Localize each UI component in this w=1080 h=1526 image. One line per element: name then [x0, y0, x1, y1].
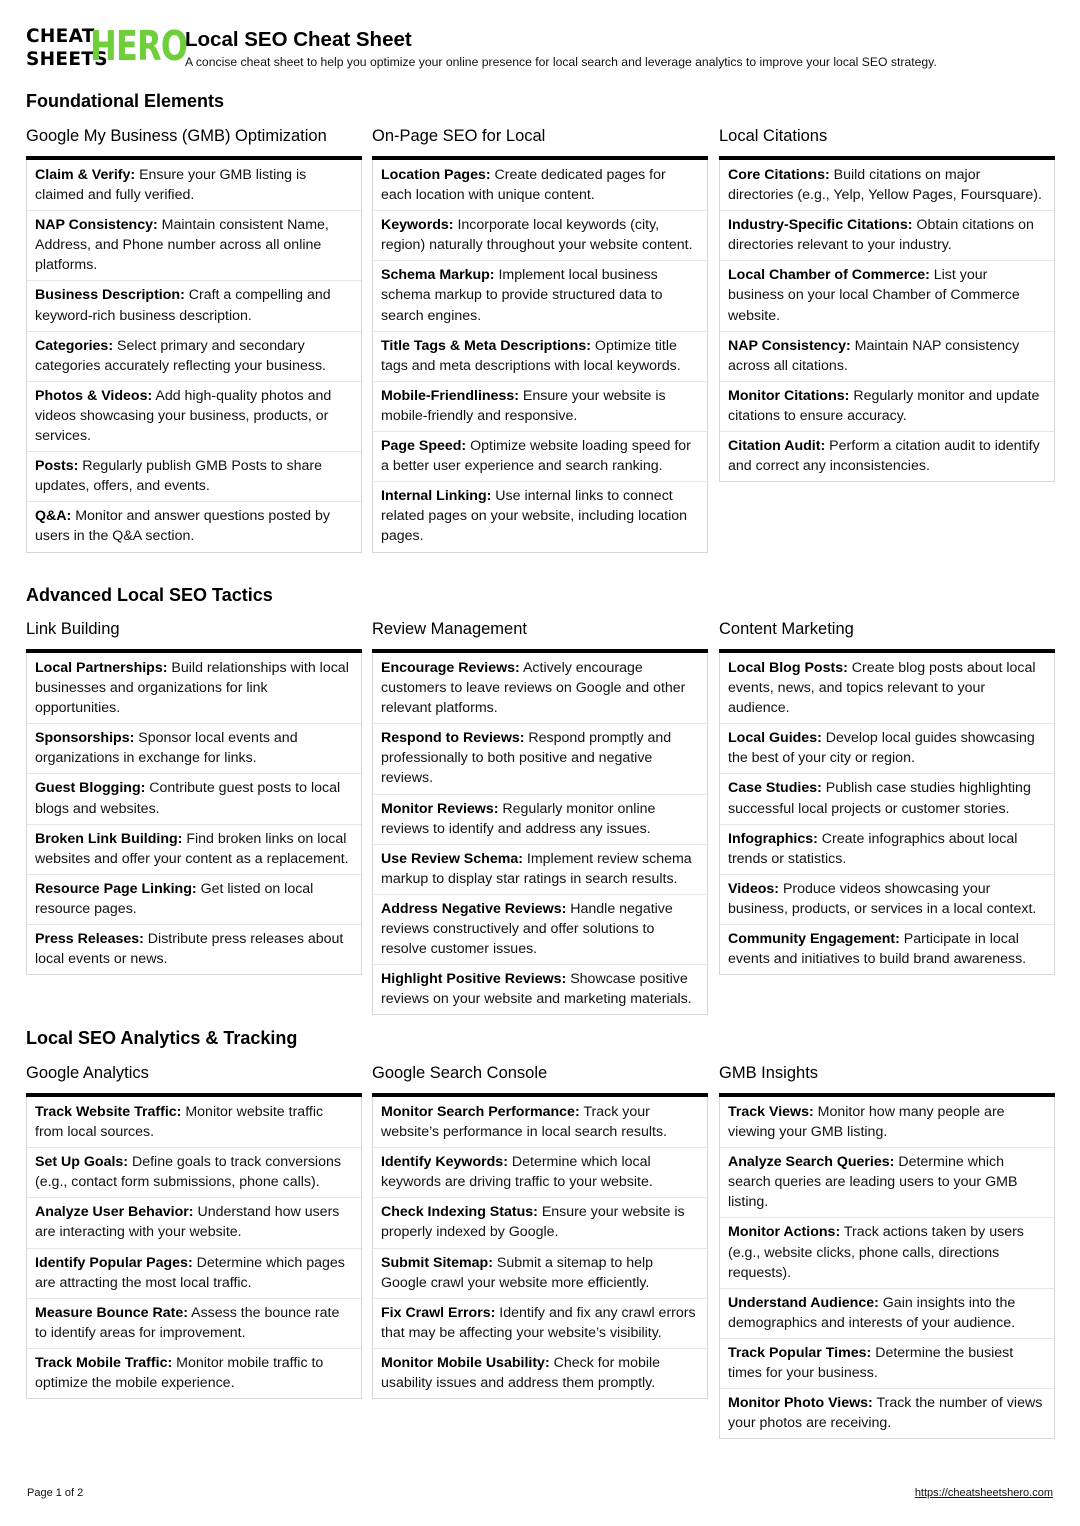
- column-title: Content Marketing: [719, 620, 854, 638]
- list-item: [720, 1097, 1054, 1147]
- item-term: Business Description:: [35, 287, 185, 304]
- item-term: Community Engagement:: [728, 931, 900, 948]
- list-item: [720, 653, 1054, 723]
- list-item: [373, 481, 707, 551]
- item-description: Regularly publish GMB Posts to share updates, offers, and events.: [35, 458, 323, 495]
- item-list: [719, 160, 1055, 482]
- item-term: Measure Bounce Rate:: [35, 1304, 188, 1321]
- list-item: [373, 653, 707, 723]
- logo-text-sheets: SHEETS: [26, 49, 108, 70]
- list-item: [27, 1348, 361, 1398]
- list-item: [720, 1338, 1054, 1388]
- item-description: List your business on your local Chamber of Commerce website.: [728, 267, 1020, 324]
- column-link-building: [26, 619, 362, 975]
- list-item: [720, 160, 1054, 210]
- item-term: Submit Sitemap:: [381, 1254, 493, 1271]
- item-description: Create blog posts about local events, news, and topics relevant to your audience.: [728, 660, 1036, 717]
- item-term: Monitor Search Performance:: [381, 1104, 580, 1120]
- item-description: Regularly monitor and update citations to ensure accuracy.: [728, 387, 1040, 424]
- item-description: Get listed on local resource pages.: [35, 880, 314, 917]
- item-description: Assess the bounce rate to identify areas for improvement.: [35, 1304, 340, 1341]
- item-term: Location Pages:: [381, 167, 491, 183]
- list-item: [27, 773, 361, 823]
- list-item: [27, 924, 361, 974]
- item-term: Posts:: [35, 458, 79, 475]
- item-description: Craft a compelling and keyword-rich business description.: [35, 287, 331, 324]
- column-local-citations: [719, 126, 1055, 482]
- item-term: Analyze User Behavior:: [35, 1204, 194, 1221]
- item-list: [719, 653, 1055, 975]
- column-title: Google Analytics: [26, 1064, 149, 1082]
- list-item: [373, 381, 707, 431]
- item-description: Maintain consistent Name, Address, and Phone number across all online platforms.: [35, 217, 329, 274]
- item-description: Ensure your GMB listing is claimed and fully verified.: [35, 167, 307, 204]
- item-term: Local Chamber of Commerce:: [728, 267, 930, 284]
- item-description: Maintain NAP consistency across all citations.: [728, 337, 1020, 374]
- list-item: [27, 160, 361, 210]
- page-number: Page 1 of 2: [27, 1487, 84, 1499]
- item-description: Monitor mobile traffic to optimize the mobile experience.: [35, 1354, 324, 1392]
- list-item: [720, 773, 1054, 823]
- page-header: [26, 22, 1056, 72]
- list-item: [373, 1097, 707, 1147]
- list-item: [720, 1288, 1054, 1338]
- item-description: Check for mobile usability issues and address them promptly.: [381, 1354, 661, 1392]
- item-term: NAP Consistency:: [35, 217, 158, 234]
- item-term: Sponsorships:: [35, 730, 135, 747]
- logo-text-hero: HERO: [90, 22, 188, 70]
- list-item: [720, 260, 1054, 330]
- column-content-marketing: [719, 619, 1055, 975]
- item-term: Guest Blogging:: [35, 780, 146, 797]
- list-item: [27, 1298, 361, 1348]
- item-term: Keywords:: [381, 217, 454, 234]
- item-term: Local Partnerships:: [35, 660, 168, 676]
- column-google-analytics: [26, 1063, 362, 1399]
- item-term: Encourage Reviews:: [381, 660, 520, 676]
- item-term: Case Studies:: [728, 780, 822, 797]
- list-item: [720, 874, 1054, 924]
- item-description: Determine which local keywords are driving traffic to your website.: [381, 1154, 653, 1191]
- page-subtitle: A concise cheat sheet to help you optimize your online presence for local search and leverage analytics to improve your local SEO strategy.: [185, 55, 937, 69]
- item-description: Determine which pages are attracting the most local traffic.: [35, 1254, 345, 1291]
- list-item: [373, 964, 707, 1014]
- list-item: [720, 723, 1054, 773]
- column-title: Review Management: [372, 620, 527, 638]
- item-list: [26, 653, 362, 975]
- list-item: [27, 1197, 361, 1247]
- item-description: Participate in local events and initiatives to build brand awareness.: [728, 931, 1027, 968]
- item-term: Monitor Photo Views:: [728, 1395, 873, 1412]
- item-description: Distribute press releases about local events or news.: [35, 931, 344, 968]
- list-item: [720, 331, 1054, 381]
- item-term: Analyze Search Queries:: [728, 1154, 895, 1171]
- item-term: Address Negative Reviews:: [381, 900, 567, 917]
- list-item: [27, 723, 361, 773]
- section-heading: Foundational Elements: [26, 91, 225, 111]
- item-term: Industry-Specific Citations:: [728, 217, 913, 234]
- list-item: [720, 431, 1054, 481]
- item-description: Publish case studies highlighting successful local projects or customer stories.: [728, 780, 1031, 817]
- item-description: Sponsor local events and organizations in exchange for links.: [35, 730, 298, 767]
- column-title: On-Page SEO for Local: [372, 127, 546, 145]
- item-term: Photos & Videos:: [35, 387, 153, 404]
- column-title: GMB Insights: [719, 1064, 819, 1082]
- column-title: Google My Business (GMB) Optimization: [26, 127, 327, 145]
- item-list: [26, 160, 362, 553]
- list-item: [27, 1147, 361, 1197]
- item-list: [719, 1097, 1055, 1439]
- item-term: Broken Link Building:: [35, 830, 183, 847]
- item-term: NAP Consistency:: [728, 337, 851, 354]
- item-term: Check Indexing Status:: [381, 1204, 538, 1221]
- item-term: Press Releases:: [35, 931, 144, 948]
- site-link[interactable]: https://cheatsheetshero.com: [914, 1487, 1053, 1499]
- item-description: Ensure your website is mobile-friendly and responsive.: [381, 387, 666, 424]
- item-term: Page Speed:: [381, 438, 467, 455]
- item-term: Core Citations:: [728, 167, 830, 183]
- item-term: Title Tags & Meta Descriptions:: [381, 337, 591, 354]
- item-term: Citation Audit:: [728, 438, 826, 455]
- list-item: [373, 894, 707, 964]
- item-term: Local Guides:: [728, 730, 822, 747]
- item-description: Handle negative reviews constructively and offer solutions to resolve customer issues.: [381, 900, 673, 958]
- column-title: Link Building: [26, 620, 120, 638]
- item-description: Build relationships with local businesses and organizations for link opportunities.: [35, 660, 349, 717]
- item-description: Understand how users are interacting with your website.: [35, 1204, 340, 1241]
- item-term: Respond to Reviews:: [381, 730, 525, 747]
- item-term: Set Up Goals:: [35, 1154, 129, 1171]
- item-description: Implement review schema markup to display star ratings in search results.: [381, 850, 692, 887]
- item-term: Internal Linking:: [381, 488, 492, 505]
- item-term: Monitor Citations:: [728, 387, 850, 404]
- list-item: [720, 381, 1054, 431]
- item-term: Infographics:: [728, 830, 818, 847]
- item-term: Identify Keywords:: [381, 1154, 508, 1171]
- item-description: Incorporate local keywords (city, region) naturally throughout your website content.: [381, 217, 693, 254]
- cheatsheetshero-logo[interactable]: [26, 22, 188, 72]
- item-term: Track Popular Times:: [728, 1344, 872, 1361]
- item-description: Determine the busiest times for your business.: [728, 1344, 1014, 1382]
- list-item: [27, 653, 361, 723]
- item-description: Respond promptly and professionally to both positive and negative reviews.: [381, 730, 672, 787]
- list-item: [27, 1097, 361, 1147]
- list-item: [27, 280, 361, 330]
- item-list: [372, 653, 708, 1015]
- list-item: [373, 1248, 707, 1298]
- item-description: Select primary and secondary categories accurately reflecting your business.: [35, 337, 326, 374]
- item-description: Obtain citations on directories relevant to your industry.: [728, 217, 1034, 254]
- list-item: [27, 451, 361, 501]
- list-item: [373, 260, 707, 330]
- list-item: [27, 381, 361, 451]
- item-description: Regularly monitor online reviews to identify and address any issues.: [381, 800, 656, 837]
- list-item: [27, 210, 361, 280]
- column-title: Google Search Console: [372, 1064, 548, 1082]
- item-description: Track actions taken by users (e.g., website clicks, phone calls, directions requests).: [728, 1224, 1024, 1281]
- list-item: [27, 1248, 361, 1298]
- item-description: Build citations on major directories (e.g., Yelp, Yellow Pages, Foursquare).: [728, 167, 1042, 204]
- item-term: Fix Crawl Errors:: [381, 1304, 496, 1321]
- item-description: Contribute guest posts to local blogs and websites.: [35, 780, 341, 817]
- item-term: Schema Markup:: [381, 267, 495, 284]
- list-item: [373, 794, 707, 844]
- page-title: Local SEO Cheat Sheet: [185, 28, 412, 51]
- column-google-search-console: [372, 1063, 708, 1399]
- list-item: [27, 331, 361, 381]
- item-description: Perform a citation audit to identify and correct any inconsistencies.: [728, 438, 1040, 475]
- item-term: Mobile-Friendliness:: [381, 387, 519, 404]
- list-item: [720, 1388, 1054, 1438]
- item-term: Track Website Traffic:: [35, 1104, 182, 1120]
- item-description: Actively encourage customers to leave reviews on Google and other relevant platforms.: [381, 660, 686, 717]
- item-description: Track your website’s performance in local search results.: [381, 1104, 667, 1141]
- list-item: [373, 160, 707, 210]
- item-term: Use Review Schema:: [381, 850, 523, 867]
- item-description: Optimize website loading speed for a better user experience and search ranking.: [381, 438, 691, 475]
- item-description: Track the number of views your photos are receiving.: [728, 1395, 1043, 1432]
- section-heading: Advanced Local SEO Tactics: [26, 585, 273, 605]
- item-description: Determine which search queries are leading users to your GMB listing.: [728, 1154, 1018, 1211]
- column-gmb-optimization: [26, 126, 362, 553]
- item-term: Understand Audience:: [728, 1294, 879, 1311]
- item-description: Implement local business schema markup to provide structured data to search engines.: [381, 267, 663, 324]
- list-item: [373, 1348, 707, 1398]
- list-item: [720, 210, 1054, 260]
- item-description: Gain insights into the demographics and interests of your audience.: [728, 1294, 1016, 1331]
- item-description: Develop local guides showcasing the best of your city or region.: [728, 730, 1035, 767]
- item-description: Monitor how many people are viewing your GMB listing.: [728, 1104, 1005, 1141]
- item-description: Find broken links on local websites and offer your content as a replacement.: [35, 830, 349, 867]
- section-heading: Local SEO Analytics & Tracking: [26, 1028, 298, 1048]
- item-description: Define goals to track conversions (e.g., contact form submissions, phone calls).: [35, 1154, 341, 1191]
- item-term: Local Blog Posts:: [728, 660, 848, 676]
- item-term: Monitor Reviews:: [381, 800, 499, 817]
- item-description: Ensure your website is properly indexed by Google.: [381, 1204, 685, 1241]
- list-item: [373, 431, 707, 481]
- list-item: [27, 824, 361, 874]
- item-term: Categories:: [35, 337, 114, 354]
- item-term: Track Mobile Traffic:: [35, 1354, 173, 1371]
- list-item: [373, 1147, 707, 1197]
- column-title: Local Citations: [719, 127, 828, 145]
- item-term: Q&A:: [35, 508, 72, 525]
- item-term: Claim & Verify:: [35, 167, 136, 183]
- item-description: Produce videos showcasing your business, products, or services in a local context.: [728, 880, 1037, 917]
- item-description: Monitor and answer questions posted by users in the Q&A section.: [35, 508, 330, 545]
- item-list: [372, 1097, 708, 1399]
- list-item: [720, 824, 1054, 874]
- logo-text-cheat: CHEAT: [26, 26, 95, 47]
- column-review-management: [372, 619, 708, 1015]
- list-item: [373, 331, 707, 381]
- item-term: Identify Popular Pages:: [35, 1254, 193, 1271]
- list-item: [27, 874, 361, 924]
- list-item: [373, 1197, 707, 1247]
- item-description: Create infographics about local trends or statistics.: [728, 830, 1018, 867]
- item-description: Showcase positive reviews on your website and marketing materials.: [381, 971, 692, 1008]
- item-description: Submit a sitemap to help Google crawl your website more efficiently.: [381, 1254, 654, 1291]
- list-item: [720, 924, 1054, 974]
- item-description: Monitor website traffic from local sources.: [35, 1104, 324, 1141]
- list-item: [373, 844, 707, 894]
- list-item: [373, 1298, 707, 1348]
- item-term: Highlight Positive Reviews:: [381, 971, 567, 988]
- column-on-page-seo: [372, 126, 708, 553]
- item-term: Monitor Actions:: [728, 1224, 841, 1241]
- list-item: [373, 210, 707, 260]
- item-list: [372, 160, 708, 553]
- item-term: Monitor Mobile Usability:: [381, 1354, 550, 1371]
- item-list: [26, 1097, 362, 1399]
- item-description: Add high-quality photos and videos showcasing your business, products, or services.: [35, 387, 332, 445]
- item-description: Use internal links to connect related pages on your website, including location pages.: [381, 488, 688, 545]
- item-description: Create dedicated pages for each location with unique content.: [381, 167, 666, 204]
- item-description: Identify and fix any crawl errors that may be affecting your website’s visibility.: [381, 1304, 696, 1341]
- list-item: [720, 1147, 1054, 1217]
- list-item: [27, 501, 361, 551]
- item-term: Track Views:: [728, 1104, 814, 1120]
- list-item: [720, 1217, 1054, 1287]
- list-item: [373, 723, 707, 793]
- item-term: Videos:: [728, 880, 779, 897]
- item-term: Resource Page Linking:: [35, 880, 197, 897]
- item-description: Optimize title tags and meta descriptions with local keywords.: [381, 337, 681, 374]
- column-gmb-insights: [719, 1063, 1055, 1439]
